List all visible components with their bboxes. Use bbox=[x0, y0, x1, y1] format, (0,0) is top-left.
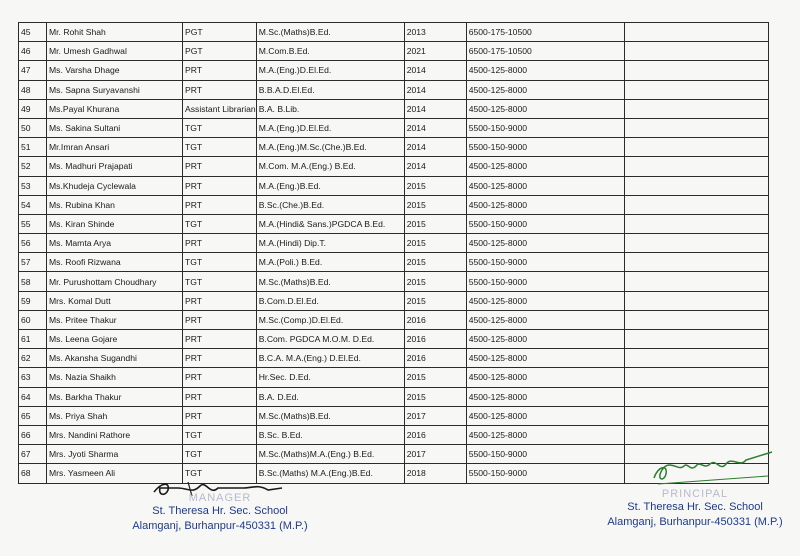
designation-cell: PGT bbox=[183, 23, 257, 42]
blank-cell bbox=[624, 80, 768, 99]
staff-name-cell: Mr. Umesh Gadhwal bbox=[47, 42, 183, 61]
qualification-cell: M.A.(Eng.)B.Ed. bbox=[256, 176, 404, 195]
blank-cell bbox=[624, 118, 768, 137]
table-row bbox=[19, 80, 769, 99]
manager-stamp bbox=[120, 492, 320, 534]
serial-number-cell: 57 bbox=[19, 253, 47, 272]
blank-cell bbox=[624, 387, 768, 406]
joining-year-cell: 2018 bbox=[404, 464, 466, 483]
designation-cell: TGT bbox=[183, 464, 257, 483]
table-row bbox=[19, 253, 769, 272]
staff-name-cell: Ms. Leena Gojare bbox=[47, 330, 183, 349]
pay-scale-cell: 4500-125-8000 bbox=[466, 99, 624, 118]
qualification-cell: B.Sc.(Che.)B.Ed. bbox=[256, 195, 404, 214]
staff-name-cell: Mrs. Yasmeen Ali bbox=[47, 464, 183, 483]
joining-year-cell: 2013 bbox=[404, 23, 466, 42]
designation-cell: Assistant Librarian bbox=[183, 99, 257, 118]
designation-cell: TGT bbox=[183, 118, 257, 137]
designation-cell: PRT bbox=[183, 80, 257, 99]
joining-year-cell: 2021 bbox=[404, 42, 466, 61]
serial-number-cell: 55 bbox=[19, 214, 47, 233]
joining-year-cell: 2017 bbox=[404, 406, 466, 425]
blank-cell bbox=[624, 291, 768, 310]
designation-cell: PRT bbox=[183, 349, 257, 368]
table-row bbox=[19, 272, 769, 291]
pay-scale-cell: 4500-125-8000 bbox=[466, 157, 624, 176]
staff-name-cell: Ms. Roofi Rizwana bbox=[47, 253, 183, 272]
serial-number-cell: 59 bbox=[19, 291, 47, 310]
qualification-cell: M.A.(Eng.)M.Sc.(Che.)B.Ed. bbox=[256, 138, 404, 157]
blank-cell bbox=[624, 61, 768, 80]
joining-year-cell: 2015 bbox=[404, 234, 466, 253]
blank-cell bbox=[624, 349, 768, 368]
pay-scale-cell: 6500-175-10500 bbox=[466, 42, 624, 61]
joining-year-cell: 2016 bbox=[404, 349, 466, 368]
staff-table-body bbox=[19, 23, 769, 484]
staff-name-cell: Ms.Payal Khurana bbox=[47, 99, 183, 118]
blank-cell bbox=[624, 234, 768, 253]
manager-school: St. Theresa Hr. Sec. School bbox=[152, 505, 288, 517]
table-row bbox=[19, 138, 769, 157]
table-row bbox=[19, 99, 769, 118]
joining-year-cell: 2015 bbox=[404, 272, 466, 291]
staff-name-cell: Ms. Varsha Dhage bbox=[47, 61, 183, 80]
serial-number-cell: 51 bbox=[19, 138, 47, 157]
staff-name-cell: Ms. Sapna Suryavanshi bbox=[47, 80, 183, 99]
designation-cell: PRT bbox=[183, 406, 257, 425]
table-row bbox=[19, 425, 769, 444]
designation-cell: PRT bbox=[183, 234, 257, 253]
joining-year-cell: 2015 bbox=[404, 253, 466, 272]
serial-number-cell: 67 bbox=[19, 445, 47, 464]
serial-number-cell: 47 bbox=[19, 61, 47, 80]
serial-number-cell: 63 bbox=[19, 368, 47, 387]
designation-cell: TGT bbox=[183, 214, 257, 233]
pay-scale-cell: 4500-125-8000 bbox=[466, 330, 624, 349]
designation-cell: PRT bbox=[183, 61, 257, 80]
qualification-cell: M.Sc.(Maths)B.Ed. bbox=[256, 406, 404, 425]
pay-scale-cell: 4500-125-8000 bbox=[466, 61, 624, 80]
qualification-cell: M.Com. M.A.(Eng.) B.Ed. bbox=[256, 157, 404, 176]
qualification-cell: B.A. D.Ed. bbox=[256, 387, 404, 406]
joining-year-cell: 2014 bbox=[404, 118, 466, 137]
blank-cell bbox=[624, 330, 768, 349]
serial-number-cell: 52 bbox=[19, 157, 47, 176]
qualification-cell: M.A.(Eng.)D.El.Ed. bbox=[256, 118, 404, 137]
blank-cell bbox=[624, 214, 768, 233]
pay-scale-cell: 4500-125-8000 bbox=[466, 425, 624, 444]
pay-scale-cell: 4500-125-8000 bbox=[466, 406, 624, 425]
staff-name-cell: Ms.Khudeja Cyclewala bbox=[47, 176, 183, 195]
serial-number-cell: 54 bbox=[19, 195, 47, 214]
serial-number-cell: 60 bbox=[19, 310, 47, 329]
table-row bbox=[19, 330, 769, 349]
principal-signature bbox=[648, 448, 778, 488]
qualification-cell: B.Com.D.El.Ed. bbox=[256, 291, 404, 310]
joining-year-cell: 2017 bbox=[404, 445, 466, 464]
staff-name-cell: Mrs. Komal Dutt bbox=[47, 291, 183, 310]
staff-name-cell: Ms. Madhuri Prajapati bbox=[47, 157, 183, 176]
joining-year-cell: 2016 bbox=[404, 330, 466, 349]
table-row bbox=[19, 310, 769, 329]
designation-cell: PRT bbox=[183, 368, 257, 387]
principal-school: St. Theresa Hr. Sec. School bbox=[627, 501, 763, 513]
qualification-cell: M.Sc.(Maths)B.Ed. bbox=[256, 23, 404, 42]
staff-name-cell: Ms. Nazia Shaikh bbox=[47, 368, 183, 387]
designation-cell: TGT bbox=[183, 253, 257, 272]
serial-number-cell: 46 bbox=[19, 42, 47, 61]
designation-cell: PRT bbox=[183, 291, 257, 310]
qualification-cell: Hr.Sec. D.Ed. bbox=[256, 368, 404, 387]
serial-number-cell: 58 bbox=[19, 272, 47, 291]
manager-role: MANAGER bbox=[188, 492, 252, 504]
blank-cell bbox=[624, 368, 768, 387]
designation-cell: PRT bbox=[183, 176, 257, 195]
blank-cell bbox=[624, 42, 768, 61]
principal-role: PRINCIPAL bbox=[661, 488, 729, 500]
blank-cell bbox=[624, 138, 768, 157]
qualification-cell: M.A.(Eng.)D.El.Ed. bbox=[256, 61, 404, 80]
qualification-cell: B.Sc. B.Ed. bbox=[256, 425, 404, 444]
blank-cell bbox=[624, 425, 768, 444]
qualification-cell: M.A.(Hindi) Dip.T. bbox=[256, 234, 404, 253]
blank-cell bbox=[624, 253, 768, 272]
serial-number-cell: 45 bbox=[19, 23, 47, 42]
blank-cell bbox=[624, 195, 768, 214]
staff-name-cell: Mrs. Jyoti Sharma bbox=[47, 445, 183, 464]
table-row bbox=[19, 387, 769, 406]
joining-year-cell: 2015 bbox=[404, 291, 466, 310]
serial-number-cell: 64 bbox=[19, 387, 47, 406]
qualification-cell: B.Com. PGDCA M.O.M. D.Ed. bbox=[256, 330, 404, 349]
qualification-cell: M.A.(Hindi& Sans.)PGDCA B.Ed. bbox=[256, 214, 404, 233]
pay-scale-cell: 4500-125-8000 bbox=[466, 176, 624, 195]
pay-scale-cell: 4500-125-8000 bbox=[466, 80, 624, 99]
manager-address: Alamganj, Burhanpur-450331 (M.P.) bbox=[132, 520, 308, 532]
table-row bbox=[19, 23, 769, 42]
blank-cell bbox=[624, 272, 768, 291]
staff-name-cell: Ms. Kiran Shinde bbox=[47, 214, 183, 233]
pay-scale-cell: 4500-125-8000 bbox=[466, 310, 624, 329]
pay-scale-cell: 5500-150-9000 bbox=[466, 445, 624, 464]
serial-number-cell: 68 bbox=[19, 464, 47, 483]
designation-cell: PRT bbox=[183, 387, 257, 406]
staff-name-cell: Mr. Purushottam Choudhary bbox=[47, 272, 183, 291]
staff-name-cell: Ms. Sakina Sultani bbox=[47, 118, 183, 137]
blank-cell bbox=[624, 157, 768, 176]
joining-year-cell: 2015 bbox=[404, 387, 466, 406]
joining-year-cell: 2014 bbox=[404, 99, 466, 118]
table-row bbox=[19, 157, 769, 176]
pay-scale-cell: 6500-175-10500 bbox=[466, 23, 624, 42]
staff-name-cell: Ms. Pritee Thakur bbox=[47, 310, 183, 329]
blank-cell bbox=[624, 176, 768, 195]
designation-cell: PRT bbox=[183, 195, 257, 214]
joining-year-cell: 2014 bbox=[404, 80, 466, 99]
pay-scale-cell: 5500-150-9000 bbox=[466, 118, 624, 137]
qualification-cell: B.C.A. M.A.(Eng.) D.El.Ed. bbox=[256, 349, 404, 368]
joining-year-cell: 2015 bbox=[404, 214, 466, 233]
staff-name-cell: Mr.Imran Ansari bbox=[47, 138, 183, 157]
qualification-cell: M.Sc.(Comp.)D.El.Ed. bbox=[256, 310, 404, 329]
pay-scale-cell: 5500-150-9000 bbox=[466, 138, 624, 157]
staff-name-cell: Ms. Rubina Khan bbox=[47, 195, 183, 214]
pay-scale-cell: 4500-125-8000 bbox=[466, 291, 624, 310]
blank-cell bbox=[624, 99, 768, 118]
table-row bbox=[19, 406, 769, 425]
pay-scale-cell: 4500-125-8000 bbox=[466, 387, 624, 406]
staff-name-cell: Mr. Rohit Shah bbox=[47, 23, 183, 42]
serial-number-cell: 66 bbox=[19, 425, 47, 444]
table-row bbox=[19, 368, 769, 387]
pay-scale-cell: 5500-150-9000 bbox=[466, 253, 624, 272]
serial-number-cell: 53 bbox=[19, 176, 47, 195]
table-row bbox=[19, 349, 769, 368]
pay-scale-cell: 4500-125-8000 bbox=[466, 368, 624, 387]
principal-address: Alamganj, Burhanpur-450331 (M.P.) bbox=[607, 516, 783, 528]
serial-number-cell: 65 bbox=[19, 406, 47, 425]
qualification-cell: M.A.(Poli.) B.Ed. bbox=[256, 253, 404, 272]
qualification-cell: M.Sc.(Maths)M.A.(Eng.) B.Ed. bbox=[256, 445, 404, 464]
joining-year-cell: 2014 bbox=[404, 157, 466, 176]
pay-scale-cell: 4500-125-8000 bbox=[466, 349, 624, 368]
table-row bbox=[19, 291, 769, 310]
serial-number-cell: 48 bbox=[19, 80, 47, 99]
blank-cell bbox=[624, 406, 768, 425]
designation-cell: TGT bbox=[183, 425, 257, 444]
joining-year-cell: 2016 bbox=[404, 310, 466, 329]
table-row bbox=[19, 195, 769, 214]
designation-cell: TGT bbox=[183, 445, 257, 464]
qualification-cell: B.A. B.Lib. bbox=[256, 99, 404, 118]
table-row bbox=[19, 61, 769, 80]
staff-name-cell: Ms. Barkha Thakur bbox=[47, 387, 183, 406]
qualification-cell: B.B.A.D.El.Ed. bbox=[256, 80, 404, 99]
joining-year-cell: 2014 bbox=[404, 138, 466, 157]
blank-cell bbox=[624, 23, 768, 42]
blank-cell bbox=[624, 310, 768, 329]
table-row bbox=[19, 42, 769, 61]
designation-cell: PRT bbox=[183, 310, 257, 329]
qualification-cell: M.Com.B.Ed. bbox=[256, 42, 404, 61]
table-row bbox=[19, 176, 769, 195]
joining-year-cell: 2015 bbox=[404, 195, 466, 214]
serial-number-cell: 61 bbox=[19, 330, 47, 349]
qualification-cell: B.Sc.(Maths) M.A.(Eng.)B.Ed. bbox=[256, 464, 404, 483]
table-row bbox=[19, 214, 769, 233]
joining-year-cell: 2016 bbox=[404, 425, 466, 444]
staff-name-cell: Ms. Akansha Sugandhi bbox=[47, 349, 183, 368]
joining-year-cell: 2015 bbox=[404, 176, 466, 195]
staff-name-cell: Ms. Mamta Arya bbox=[47, 234, 183, 253]
joining-year-cell: 2015 bbox=[404, 368, 466, 387]
serial-number-cell: 62 bbox=[19, 349, 47, 368]
staff-name-cell: Mrs. Nandini Rathore bbox=[47, 425, 183, 444]
pay-scale-cell: 4500-125-8000 bbox=[466, 195, 624, 214]
designation-cell: PRT bbox=[183, 330, 257, 349]
designation-cell: TGT bbox=[183, 272, 257, 291]
joining-year-cell: 2014 bbox=[404, 61, 466, 80]
pay-scale-cell: 5500-150-9000 bbox=[466, 272, 624, 291]
staff-table bbox=[18, 22, 769, 484]
pay-scale-cell: 5500-150-9000 bbox=[466, 214, 624, 233]
pay-scale-cell: 5500-150-9000 bbox=[466, 464, 624, 483]
serial-number-cell: 56 bbox=[19, 234, 47, 253]
designation-cell: PRT bbox=[183, 157, 257, 176]
pay-scale-cell: 4500-125-8000 bbox=[466, 234, 624, 253]
designation-cell: PGT bbox=[183, 42, 257, 61]
qualification-cell: M.Sc.(Maths)B.Ed. bbox=[256, 272, 404, 291]
staff-name-cell: Ms. Priya Shah bbox=[47, 406, 183, 425]
table-row bbox=[19, 234, 769, 253]
table-row bbox=[19, 118, 769, 137]
designation-cell: TGT bbox=[183, 138, 257, 157]
serial-number-cell: 49 bbox=[19, 99, 47, 118]
principal-stamp bbox=[590, 488, 800, 530]
serial-number-cell: 50 bbox=[19, 118, 47, 137]
